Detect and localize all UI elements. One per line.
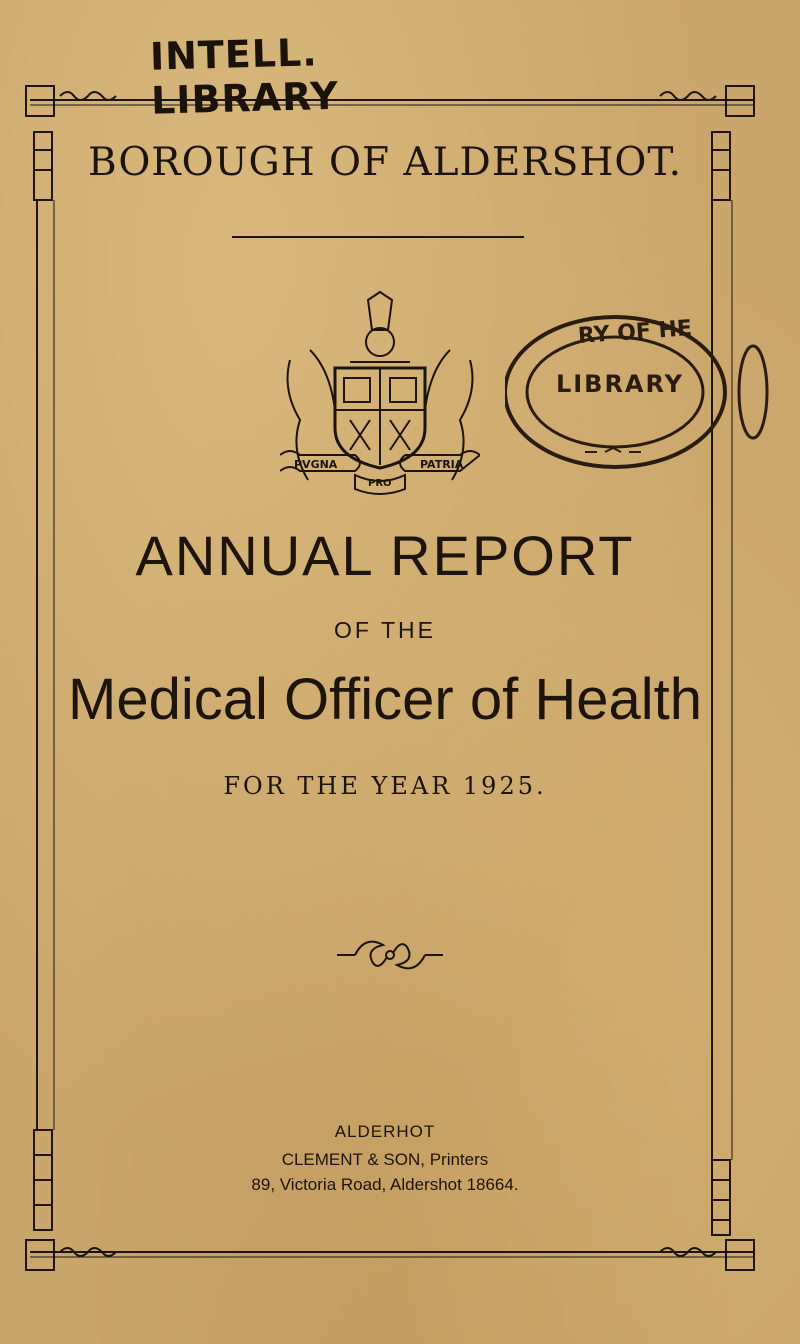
motto-left: PVGNA <box>294 458 338 471</box>
printer-name: CLEMENT & SON, Printers <box>281 1150 489 1169</box>
motto-center: PRO <box>368 478 392 489</box>
library-stamp-arc-text: RY OF HE <box>577 316 693 349</box>
report-subtitle: OF THE <box>334 617 436 643</box>
heading-underline <box>232 236 524 238</box>
motto-right: PATRIA <box>420 458 464 471</box>
borough-heading: BOROUGH OF ALDERSHOT. <box>87 140 683 185</box>
library-stamp-handwritten: INTELL. LIBRARY <box>149 30 340 123</box>
officer-title: Medical Officer of Health <box>68 667 702 732</box>
report-year: FOR THE YEAR 1925. <box>223 772 547 800</box>
printer-address: 89, Victoria Road, Aldershot 18664. <box>251 1175 519 1194</box>
report-title: ANNUAL REPORT <box>135 524 635 587</box>
town-name: ALDERHOT <box>334 1122 436 1141</box>
ornament-flourish-icon <box>335 930 445 980</box>
library-stamp-label: LIBRARY <box>555 370 685 398</box>
coat-of-arms-icon <box>280 290 480 495</box>
